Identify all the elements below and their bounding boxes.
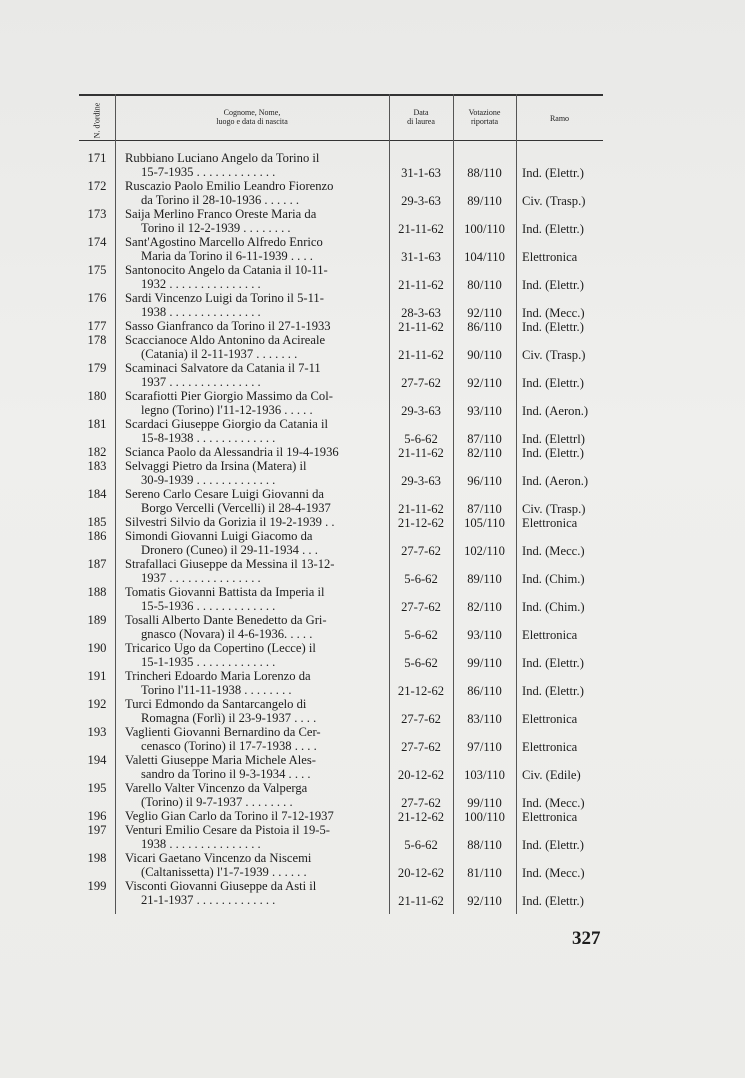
row-name: [125, 208, 383, 235]
table-row: [79, 362, 603, 390]
row-number: 173: [87, 207, 107, 221]
graduates-table: [79, 94, 603, 914]
table-row: [79, 824, 603, 852]
name-line: Scianca Paolo da Alessandria il 19-4-1936: [125, 446, 339, 460]
row-date: 20-12-62: [397, 865, 445, 880]
row-vote: 99/110: [467, 795, 502, 810]
table-row: [79, 698, 603, 726]
name-line: 15-1-1935 . . . . . . . . . . . . .: [141, 655, 276, 669]
name-line: cenasco (Torino) il 17-7-1938 . . . .: [141, 739, 317, 753]
name-line: legno (Torino) l'11-12-1936 . . . . .: [141, 403, 313, 417]
name-line: Sardi Vincenzo Luigi da Torino il 5-11-: [125, 292, 324, 305]
name-line: Visconti Giovanni Giuseppe da Asti il: [125, 880, 317, 894]
row-number: 190: [87, 641, 107, 656]
row-name: [125, 516, 383, 530]
name-line: 30-9-1939 . . . . . . . . . . . . .: [141, 473, 276, 487]
name-line: Dronero (Cuneo) il 29-11-1934 . . .: [141, 543, 318, 557]
row-date: 27-7-62: [401, 711, 441, 726]
name-line: Tosalli Alberto Dante Benedetto da Gri-: [125, 614, 327, 628]
row-name: [125, 754, 383, 781]
row-ramo: Ind. (Elettr.): [522, 893, 584, 908]
name-line: (Caltanissetta) l'1-7-1939 . . . . . .: [141, 865, 307, 879]
row-date: 21-11-62: [398, 221, 444, 236]
table-row: [79, 670, 603, 698]
name-line: da Torino il 28-10-1936 . . . . . .: [141, 193, 300, 207]
row-number: 191: [87, 669, 107, 684]
row-number: 176: [87, 291, 107, 305]
row-vote: 83/110: [467, 711, 502, 726]
row-number: 178: [87, 333, 107, 348]
row-number: 187: [87, 557, 107, 572]
row-name: [125, 586, 383, 613]
row-date: 31-1-63: [401, 165, 441, 180]
name-line: Sant'Agostino Marcello Alfredo Enrico: [125, 236, 323, 249]
row-name: [125, 614, 383, 641]
row-date: 5-6-62: [404, 431, 438, 446]
table-row: [79, 236, 603, 264]
row-vote: 99/110: [467, 655, 502, 670]
row-name: [125, 236, 383, 263]
name-line: Silvestri Silvio da Gorizia il 19-2-1939 . .: [125, 516, 335, 530]
header-name: Cognome, Nome, luogo e data di nascita: [216, 108, 288, 126]
row-vote: 92/110: [467, 375, 502, 390]
table-row: [79, 810, 603, 824]
row-name: [125, 152, 383, 179]
header-vote: Votazione riportata: [468, 108, 501, 126]
row-ramo: Ind. (Mecc.): [522, 543, 585, 558]
name-line: Tomatis Giovanni Battista da Imperia il: [125, 586, 325, 600]
row-ramo: Ind. (Chim.): [522, 571, 585, 586]
name-line: 1937 . . . . . . . . . . . . . . .: [141, 375, 261, 389]
table-row: [79, 418, 603, 446]
table-row: [79, 390, 603, 418]
table-row: [79, 880, 603, 908]
name-line: Torino il 12-2-1939 . . . . . . . .: [141, 221, 291, 235]
row-name: [125, 334, 383, 361]
row-vote: 100/110: [464, 809, 505, 824]
name-line: Valetti Giuseppe Maria Michele Ales-: [125, 754, 316, 768]
row-date: 31-1-63: [401, 249, 441, 264]
row-date: 21-11-62: [398, 347, 444, 362]
table-row: [79, 292, 603, 320]
row-date: 20-12-62: [397, 767, 445, 782]
name-line: gnasco (Novara) il 4-6-1936. . . . .: [141, 627, 313, 641]
name-line: Scardaci Giuseppe Giorgio da Catania il: [125, 418, 328, 432]
name-line: Sasso Gianfranco da Torino il 27-1-1933: [125, 320, 331, 333]
row-name: [125, 264, 383, 291]
row-number: 171: [87, 151, 107, 165]
row-name: [125, 362, 383, 389]
row-ramo: Ind. (Mecc.): [522, 865, 585, 880]
row-vote: 86/110: [467, 319, 502, 334]
row-ramo: Ind. (Elettr.): [522, 655, 584, 670]
name-line: 15-7-1935 . . . . . . . . . . . . .: [141, 165, 276, 179]
row-name: [125, 810, 383, 824]
row-vote: 86/110: [467, 683, 502, 698]
row-number: 179: [87, 361, 107, 376]
row-number: 177: [87, 319, 107, 333]
name-line: 1938 . . . . . . . . . . . . . . .: [141, 837, 261, 851]
name-line: 21-1-1937 . . . . . . . . . . . . .: [141, 893, 276, 907]
table-row: [79, 446, 603, 460]
table-row: [79, 530, 603, 558]
row-date: 29-3-63: [401, 473, 441, 488]
table-row: [79, 152, 603, 180]
name-line: Saija Merlino Franco Oreste Maria da: [125, 208, 317, 221]
row-name: [125, 320, 383, 334]
row-vote: 88/110: [467, 165, 502, 180]
row-ramo: Elettronica: [522, 627, 578, 642]
table-row: [79, 488, 603, 516]
name-line: Ruscazio Paolo Emilio Leandro Fiorenzo: [125, 180, 334, 193]
name-line: Vicari Gaetano Vincenzo da Niscemi: [125, 852, 312, 866]
row-name: [125, 446, 383, 460]
table-row: [79, 642, 603, 670]
name-line: Scaminaci Salvatore da Catania il 7-11: [125, 362, 321, 376]
table-row: [79, 558, 603, 586]
row-ramo: Ind. (Elettr.): [522, 165, 584, 180]
table-row: [79, 586, 603, 614]
header-number: N. d'ordine: [92, 102, 102, 138]
name-line: Venturi Emilio Cesare da Pistoia il 19-5-: [125, 824, 330, 838]
row-vote: 90/110: [467, 347, 502, 362]
row-ramo: Elettronica: [522, 809, 578, 824]
table-header: [79, 94, 603, 141]
row-ramo: Civ. (Edile): [522, 767, 581, 782]
row-date: 21-11-62: [398, 501, 444, 516]
name-line: Simondi Giovanni Luigi Giacomo da: [125, 530, 313, 544]
row-name: [125, 824, 383, 851]
row-name: [125, 852, 383, 879]
row-vote: 93/110: [467, 403, 502, 418]
row-vote: 81/110: [467, 865, 502, 880]
row-number: 182: [87, 445, 107, 460]
row-ramo: Ind. (Elettr.): [522, 221, 584, 236]
row-number: 186: [87, 529, 107, 544]
row-name: [125, 880, 383, 907]
row-vote: 105/110: [464, 515, 505, 530]
row-number: 172: [87, 179, 107, 193]
row-ramo: Civ. (Trasp.): [522, 347, 586, 362]
name-line: 15-8-1938 . . . . . . . . . . . . .: [141, 431, 276, 445]
row-date: 27-7-62: [401, 739, 441, 754]
row-name: [125, 292, 383, 319]
row-ramo: Ind. (Elettr.): [522, 277, 584, 292]
row-vote: 87/110: [467, 431, 502, 446]
row-name: [125, 670, 383, 697]
row-date: 27-7-62: [401, 375, 441, 390]
row-vote: 103/110: [464, 767, 505, 782]
row-vote: 82/110: [467, 445, 502, 460]
name-line: Santonocito Angelo da Catania il 10-11-: [125, 264, 328, 277]
row-date: 21-11-62: [398, 319, 444, 334]
name-line: Scaccianoce Aldo Antonino da Acireale: [125, 334, 326, 348]
name-line: Vaglienti Giovanni Bernardino da Cer-: [125, 726, 321, 740]
name-line: Maria da Torino il 6-11-1939 . . . .: [141, 249, 313, 263]
row-name: [125, 642, 383, 669]
table-row: [79, 264, 603, 292]
row-number: 194: [87, 753, 107, 768]
row-date: 21-12-62: [397, 515, 445, 530]
row-name: [125, 390, 383, 417]
row-ramo: Ind. (Chim.): [522, 599, 585, 614]
row-name: [125, 180, 383, 207]
row-ramo: Ind. (Elettrl): [522, 431, 585, 446]
name-line: Sereno Carlo Cesare Luigi Giovanni da: [125, 488, 324, 502]
table-row: [79, 320, 603, 334]
row-ramo: Ind. (Elettr.): [522, 319, 584, 334]
row-date: 21-12-62: [397, 683, 445, 698]
name-line: 1932 . . . . . . . . . . . . . . .: [141, 277, 261, 291]
row-name: [125, 460, 383, 487]
name-line: (Torino) il 9-7-1937 . . . . . . . .: [141, 795, 293, 809]
row-ramo: Ind. (Mecc.): [522, 305, 585, 320]
name-line: Romagna (Forlì) il 23-9-1937 . . . .: [141, 711, 317, 725]
row-ramo: Ind. (Mecc.): [522, 795, 585, 810]
name-line: 1937 . . . . . . . . . . . . . . .: [141, 571, 261, 585]
row-number: 195: [87, 781, 107, 796]
row-number: 183: [87, 459, 107, 474]
row-number: 188: [87, 585, 107, 600]
page-number: 327: [572, 928, 601, 949]
row-number: 192: [87, 697, 107, 712]
row-vote: 92/110: [467, 893, 502, 908]
row-number: 185: [87, 515, 107, 530]
row-vote: 93/110: [467, 627, 502, 642]
row-ramo: Ind. (Elettr.): [522, 837, 584, 852]
row-number: 184: [87, 487, 107, 502]
row-number: 175: [87, 263, 107, 277]
name-line: Tricarico Ugo da Copertino (Lecce) il: [125, 642, 316, 656]
row-date: 21-11-62: [398, 277, 444, 292]
name-line: 15-5-1936 . . . . . . . . . . . . .: [141, 599, 276, 613]
table-row: [79, 726, 603, 754]
table-row: [79, 334, 603, 362]
row-date: 29-3-63: [401, 193, 441, 208]
row-number: 193: [87, 725, 107, 740]
row-ramo: Elettronica: [522, 739, 578, 754]
row-name: [125, 726, 383, 753]
row-name: [125, 488, 383, 515]
row-name: [125, 530, 383, 557]
table-row: [79, 852, 603, 880]
row-number: 174: [87, 235, 107, 249]
row-date: 27-7-62: [401, 795, 441, 810]
row-ramo: Ind. (Elettr.): [522, 683, 584, 698]
name-line: Varello Valter Vincenzo da Valperga: [125, 782, 308, 796]
name-line: 1938 . . . . . . . . . . . . . . .: [141, 305, 261, 319]
row-vote: 88/110: [467, 837, 502, 852]
row-vote: 89/110: [467, 193, 502, 208]
row-ramo: Ind. (Elettr.): [522, 375, 584, 390]
name-line: (Catania) il 2-11-1937 . . . . . . .: [141, 347, 298, 361]
table-row: [79, 208, 603, 236]
table-row: [79, 614, 603, 642]
row-vote: 102/110: [464, 543, 505, 558]
row-date: 5-6-62: [404, 627, 438, 642]
name-line: Strafallaci Giuseppe da Messina il 13-12-: [125, 558, 335, 572]
row-date: 29-3-63: [401, 403, 441, 418]
row-ramo: Civ. (Trasp.): [522, 193, 586, 208]
row-ramo: Ind. (Elettr.): [522, 445, 584, 460]
table-row: [79, 782, 603, 810]
row-date: 27-7-62: [401, 543, 441, 558]
name-line: Borgo Vercelli (Vercelli) il 28-4-1937: [141, 501, 331, 515]
row-date: 5-6-62: [404, 837, 438, 852]
table-row: [79, 516, 603, 530]
row-number: 198: [87, 851, 107, 866]
table-row: [79, 754, 603, 782]
row-ramo: Elettronica: [522, 711, 578, 726]
row-ramo: Civ. (Trasp.): [522, 501, 586, 516]
name-line: Torino l'11-11-1938 . . . . . . . .: [141, 683, 292, 697]
row-vote: 100/110: [464, 221, 505, 236]
row-vote: 87/110: [467, 501, 502, 516]
row-vote: 82/110: [467, 599, 502, 614]
row-ramo: Ind. (Aeron.): [522, 403, 589, 418]
row-date: 27-7-62: [401, 599, 441, 614]
row-name: [125, 782, 383, 809]
row-vote: 89/110: [467, 571, 502, 586]
row-vote: 96/110: [467, 473, 502, 488]
row-number: 180: [87, 389, 107, 404]
header-date: Data di laurea: [407, 108, 435, 126]
table-row: [79, 180, 603, 208]
name-line: Veglio Gian Carlo da Torino il 7-12-1937: [125, 810, 334, 824]
row-ramo: Ind. (Aeron.): [522, 473, 589, 488]
row-number: 196: [87, 809, 107, 824]
name-line: Trincheri Edoardo Maria Lorenzo da: [125, 670, 311, 684]
row-date: 5-6-62: [404, 571, 438, 586]
row-number: 197: [87, 823, 107, 838]
name-line: sandro da Torino il 9-3-1934 . . . .: [141, 767, 311, 781]
row-vote: 80/110: [467, 277, 502, 292]
name-line: Turci Edmondo da Santarcangelo di: [125, 698, 307, 712]
row-vote: 92/110: [467, 305, 502, 320]
row-name: [125, 698, 383, 725]
table-row: [79, 460, 603, 488]
row-name: [125, 418, 383, 445]
row-date: 21-12-62: [397, 809, 445, 824]
row-number: 181: [87, 417, 107, 432]
row-number: 189: [87, 613, 107, 628]
row-date: 21-11-62: [398, 445, 444, 460]
row-number: 199: [87, 879, 107, 894]
name-line: Selvaggi Pietro da Irsina (Matera) il: [125, 460, 307, 474]
name-line: Rubbiano Luciano Angelo da Torino il: [125, 152, 320, 165]
row-vote: 97/110: [467, 739, 502, 754]
row-vote: 104/110: [464, 249, 505, 264]
row-name: [125, 558, 383, 585]
row-ramo: Elettronica: [522, 515, 578, 530]
row-date: 5-6-62: [404, 655, 438, 670]
row-ramo: Elettronica: [522, 249, 578, 264]
header-ramo: Ramo: [549, 114, 570, 123]
table-body: [79, 152, 603, 908]
row-date: 21-11-62: [398, 893, 444, 908]
row-date: 28-3-63: [401, 305, 441, 320]
name-line: Scarafiotti Pier Giorgio Massimo da Col-: [125, 390, 333, 404]
